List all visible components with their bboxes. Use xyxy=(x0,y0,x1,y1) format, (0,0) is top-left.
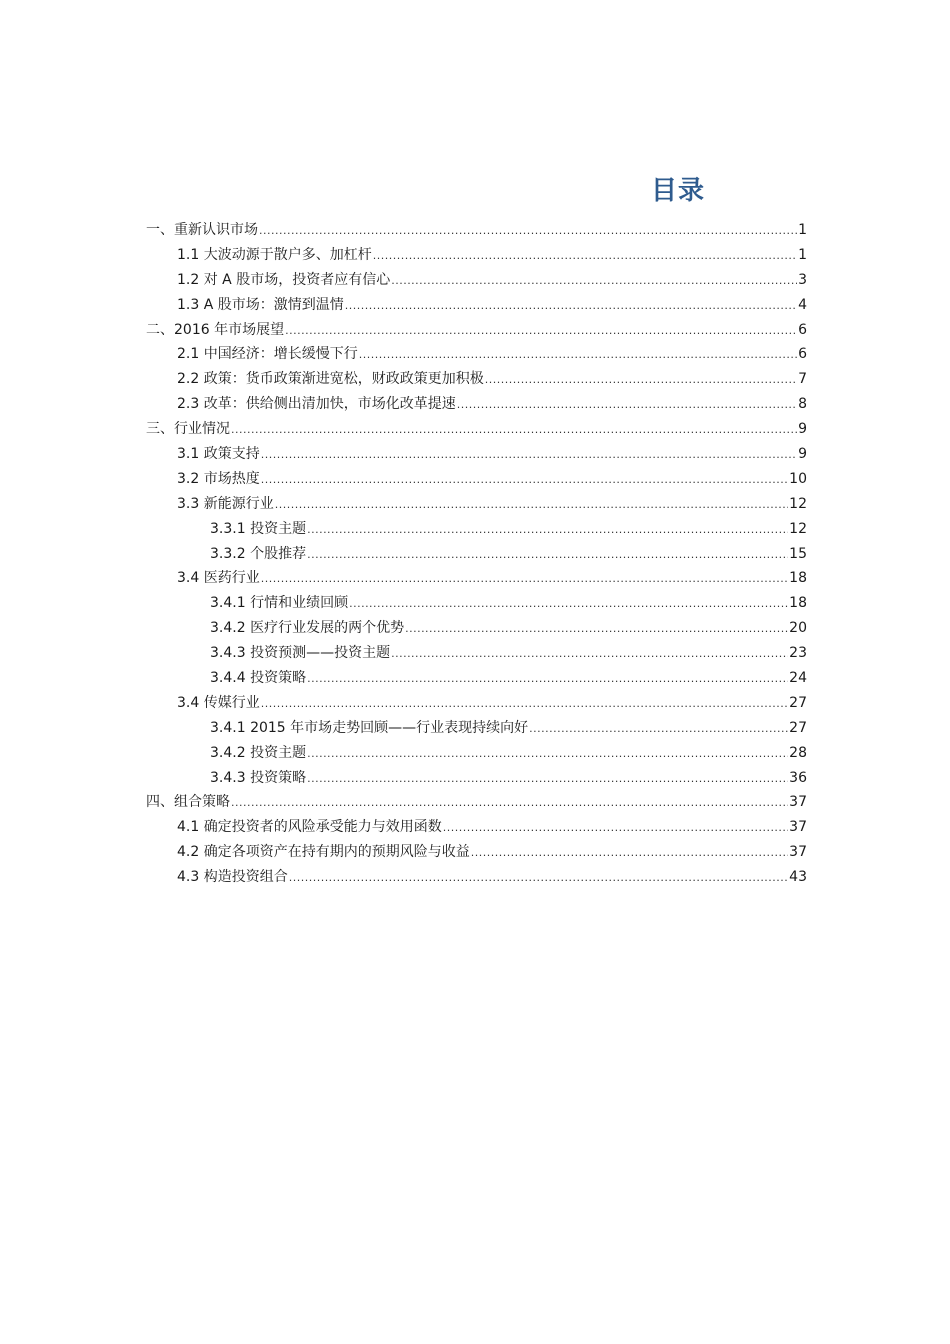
toc-dot-leader xyxy=(289,866,788,891)
toc-entry-label: 3.4.2 投资主题 xyxy=(210,744,307,761)
toc-entry-label: 3.3.1 投资主题 xyxy=(210,520,307,537)
toc-entry-label: 3.4.4 投资策略 xyxy=(210,670,307,687)
toc-entry-label: 3.4 传媒行业 xyxy=(177,694,260,711)
toc-entry[interactable] xyxy=(146,641,807,666)
toc-dot-leader xyxy=(405,617,788,642)
toc-entry[interactable] xyxy=(146,542,807,567)
toc-entry-label: 三、行业情况 xyxy=(146,421,230,438)
toc-entry[interactable] xyxy=(146,517,807,542)
toc-page-number: 7 xyxy=(798,371,807,388)
toc-page-number: 1 xyxy=(798,246,807,263)
toc-entry[interactable] xyxy=(146,293,807,318)
toc-page-number: 10 xyxy=(789,470,807,487)
toc-entry-label: 3.4.3 投资策略 xyxy=(210,769,307,786)
toc-dot-leader xyxy=(231,791,788,816)
toc-dot-leader xyxy=(457,393,797,418)
toc-entry-label: 3.4.3 投资预测——投资主题 xyxy=(210,645,391,662)
toc-entry-label: 3.4 医药行业 xyxy=(177,570,260,587)
toc-entry[interactable] xyxy=(146,716,807,741)
toc-page-number: 37 xyxy=(789,844,807,861)
toc-dot-leader xyxy=(529,717,788,742)
toc-entry[interactable] xyxy=(146,815,807,840)
toc-page-number: 23 xyxy=(789,645,807,662)
toc-page-number: 6 xyxy=(798,346,807,363)
toc-page-number: 3 xyxy=(798,271,807,288)
toc-page-number: 43 xyxy=(789,869,807,886)
toc-dot-leader xyxy=(275,493,788,518)
toc-entry-label: 4.3 构造投资组合 xyxy=(177,869,288,886)
toc-dot-leader xyxy=(345,294,797,319)
toc-entry-label: 2.2 政策：货币政策渐进宽松，财政政策更加积极 xyxy=(177,371,484,388)
toc-dot-leader xyxy=(391,642,788,667)
toc-dot-leader xyxy=(391,269,797,294)
toc-dot-leader xyxy=(259,219,797,244)
toc-entry-label: 1.3 A 股市场：激情到温情 xyxy=(177,296,344,313)
toc-entry[interactable] xyxy=(146,865,807,890)
toc-page-number: 37 xyxy=(789,819,807,836)
toc-entry[interactable] xyxy=(146,417,807,442)
toc-entry-label: 四、组合策略 xyxy=(146,794,230,811)
toc-dot-leader xyxy=(307,742,788,767)
toc-page-number: 15 xyxy=(789,545,807,562)
toc-page-number: 8 xyxy=(798,396,807,413)
toc-entry[interactable] xyxy=(146,691,807,716)
toc-entry[interactable] xyxy=(146,666,807,691)
toc-page-number: 20 xyxy=(789,620,807,637)
toc-entry-label: 3.3 新能源行业 xyxy=(177,495,274,512)
toc-entry-label: 4.1 确定投资者的风险承受能力与效用函数 xyxy=(177,819,442,836)
toc-entry-label: 3.3.2 个股推荐 xyxy=(210,545,307,562)
toc-dot-leader xyxy=(307,543,788,568)
toc-entry[interactable] xyxy=(146,342,807,367)
toc-entry-label: 3.2 市场热度 xyxy=(177,470,260,487)
toc-page-number: 36 xyxy=(789,769,807,786)
toc-page-number: 1 xyxy=(798,222,807,238)
toc-dot-leader xyxy=(261,567,788,592)
toc-dot-leader xyxy=(261,443,797,468)
toc-entry[interactable] xyxy=(146,840,807,865)
toc-entry[interactable] xyxy=(146,616,807,641)
toc-page-number: 27 xyxy=(789,694,807,711)
toc-dot-leader xyxy=(373,244,797,269)
toc-dot-leader xyxy=(443,816,788,841)
toc-entry-label: 1.2 对 A 股市场，投资者应有信心 xyxy=(177,271,391,288)
toc-entry[interactable] xyxy=(146,243,807,268)
toc-dot-leader xyxy=(231,418,797,443)
toc-page-number: 27 xyxy=(789,719,807,736)
toc-entry[interactable] xyxy=(146,268,807,293)
toc-dot-leader xyxy=(261,468,788,493)
toc-entry[interactable] xyxy=(146,442,807,467)
toc-entry[interactable] xyxy=(146,218,807,243)
toc-title: 目录 xyxy=(650,176,705,206)
toc-entry[interactable] xyxy=(146,766,807,791)
toc-page-number: 9 xyxy=(798,421,807,438)
toc-entry-label: 2.1 中国经济：增长缓慢下行 xyxy=(177,346,358,363)
toc-entry[interactable] xyxy=(146,318,807,343)
toc-page-number: 6 xyxy=(798,321,807,338)
toc-dot-leader xyxy=(485,368,797,393)
toc-entry-label: 3.1 政策支持 xyxy=(177,446,260,463)
toc-entry[interactable] xyxy=(146,566,807,591)
toc-entry[interactable] xyxy=(146,591,807,616)
toc-dot-leader xyxy=(261,692,788,717)
toc-entry-label: 3.4.1 行情和业绩回顾 xyxy=(210,595,349,612)
toc-dot-leader xyxy=(307,767,788,792)
toc-page-number: 37 xyxy=(789,794,807,811)
toc-dot-leader xyxy=(359,343,797,368)
toc-page-number: 9 xyxy=(798,446,807,463)
table-of-contents xyxy=(146,218,807,890)
toc-entry-label: 3.4.1 2015 年市场走势回顾——行业表现持续向好 xyxy=(210,719,529,736)
toc-entry-label: 1.1 大波动源于散户多、加杠杆 xyxy=(177,246,372,263)
toc-dot-leader xyxy=(285,319,797,344)
toc-page-number: 12 xyxy=(789,495,807,512)
toc-entry[interactable] xyxy=(146,741,807,766)
toc-page-number: 28 xyxy=(789,744,807,761)
toc-page-number: 4 xyxy=(798,296,807,313)
toc-dot-leader xyxy=(471,841,788,866)
toc-entry-label: 4.2 确定各项资产在持有期内的预期风险与收益 xyxy=(177,844,470,861)
toc-entry[interactable] xyxy=(146,367,807,392)
toc-page-number: 18 xyxy=(789,570,807,587)
toc-entry-label: 二、2016 年市场展望 xyxy=(146,321,285,338)
toc-entry-label: 一、重新认识市场 xyxy=(146,222,258,238)
toc-entry[interactable] xyxy=(146,392,807,417)
toc-dot-leader xyxy=(349,592,788,617)
toc-page-number: 24 xyxy=(789,670,807,687)
toc-entry-label: 3.4.2 医疗行业发展的两个优势 xyxy=(210,620,405,637)
toc-entry[interactable] xyxy=(146,790,807,815)
toc-dot-leader xyxy=(307,667,788,692)
toc-dot-leader xyxy=(307,518,788,543)
toc-entry[interactable] xyxy=(146,492,807,517)
toc-entry-label: 2.3 改革：供给侧出清加快，市场化改革提速 xyxy=(177,396,456,413)
toc-entry[interactable] xyxy=(146,467,807,492)
toc-page-number: 18 xyxy=(789,595,807,612)
toc-page-number: 12 xyxy=(789,520,807,537)
